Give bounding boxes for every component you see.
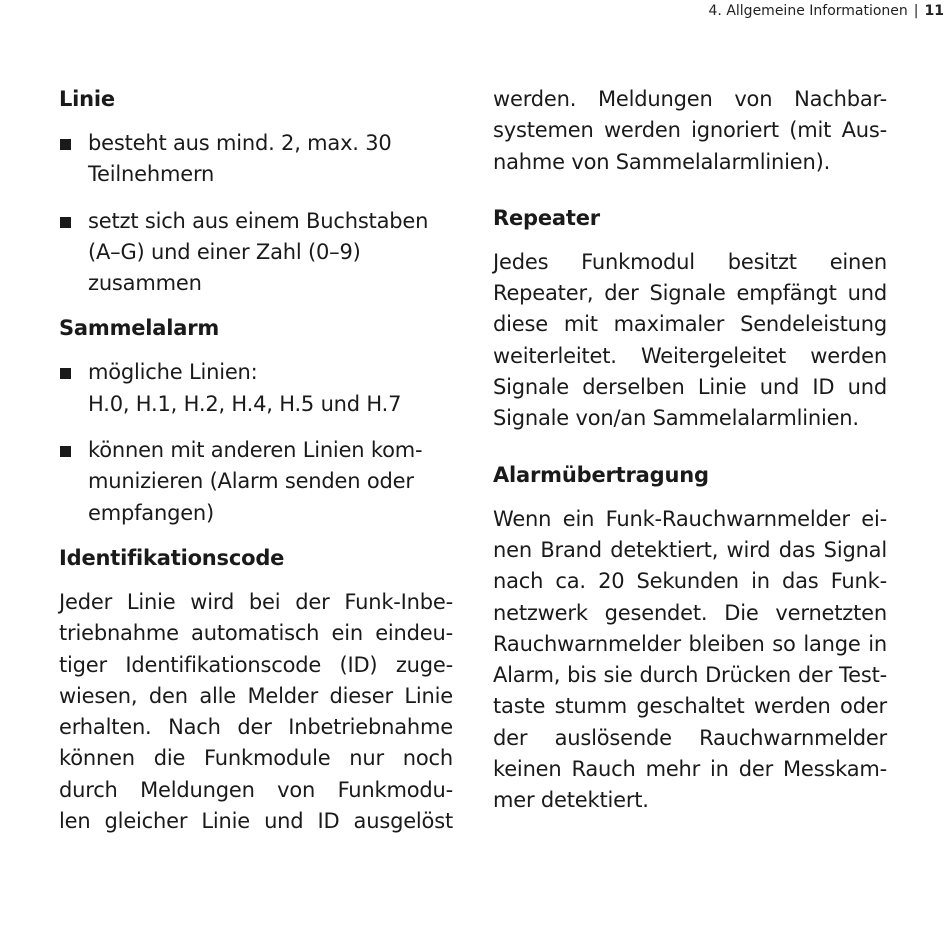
list-item-line: besteht aus mind. 2, max. 30: [88, 131, 392, 155]
list-item-line: zusammen: [88, 271, 202, 296]
text-line: erhalten. Nach der Inbetriebnahme: [59, 715, 453, 740]
list-item: [59, 128, 453, 191]
text-line: Repeater, der Signale empfängt und: [493, 281, 887, 306]
section-linie: [59, 85, 453, 299]
left-column: [59, 85, 453, 853]
text-line: len gleicher Linie und ID ausgelöst: [59, 809, 453, 834]
list-item-line: können mit anderen Linien kom-: [88, 438, 423, 463]
heading-sammelalarm: Sammelalarm: [59, 316, 220, 341]
text-line: keinen Rauch mehr in der Messkam-: [493, 757, 887, 782]
list-item: [59, 357, 453, 420]
text-line: diese mit maximaler Sendeleistung: [493, 312, 887, 337]
list-item-line: mögliche Linien:: [88, 360, 258, 385]
text-line: Jedes Funkmodul besitzt einen: [493, 249, 887, 274]
right-column: [493, 85, 887, 833]
text-line: Signale derselben Linie und ID und: [493, 375, 887, 400]
paragraph-repeater: [493, 247, 887, 435]
text-line: durch Meldungen von Funkmodu-: [59, 777, 453, 802]
text-line: netzwerk gesendet. Die vernetzten: [493, 600, 887, 625]
heading-alarmuebertragung: Alarmübertragung: [493, 462, 709, 487]
text-line: nach ca. 20 Sekunden in das Funk-: [493, 569, 887, 594]
chapter-title: 4. Allgemeine Informationen: [708, 3, 908, 19]
text-line: Signale von/an Sammelalarmlinien.: [493, 406, 859, 431]
list-item-line: (A–G) und einer Zahl (0–9): [88, 239, 361, 264]
text-line: Wenn ein Funk-Rauchwarnmelder ei-: [493, 506, 887, 531]
list-item-line: munizieren (Alarm senden oder: [88, 469, 414, 494]
text-line: Rauchwarnmelder bleiben so lange in: [493, 631, 887, 656]
list-item: [59, 435, 453, 529]
text-line: taste stumm geschaltet werden oder: [493, 694, 887, 719]
list-sammelalarm: [59, 357, 453, 528]
list-item-line: setzt sich aus einem Buchstaben: [88, 208, 429, 233]
text-line: Alarm, bis sie durch Drücken der Test-: [493, 663, 887, 688]
paragraph-continuation: [493, 84, 887, 178]
list-item-line: H.0, H.1, H.2, H.4, H.5 und H.7: [88, 391, 402, 416]
list-item-line: Teilnehmern: [88, 162, 215, 187]
text-line: mer detektiert.: [493, 788, 649, 813]
text-line: tiger Identifikationscode (ID) zuge-: [59, 652, 453, 677]
text-line: systemen werden ignoriert (mit Aus-: [493, 118, 887, 143]
list-item: [59, 206, 453, 300]
text-line: Jeder Linie wird bei der Funk-Inbe-: [59, 589, 453, 614]
list-linie: [59, 128, 453, 299]
text-line: nahme von Sammelalarmlinien).: [493, 149, 831, 174]
text-line: der auslösende Rauchwarnmelder: [493, 725, 887, 750]
page-number: 11: [924, 3, 944, 19]
section-continuation: [493, 84, 887, 178]
section-alarmuebertragung: [493, 461, 887, 817]
text-line: können die Funkmodule nur noch: [59, 746, 453, 771]
paragraph-alarmuebertragung: [493, 504, 887, 817]
heading-repeater: Repeater: [493, 205, 600, 230]
paragraph-identifikationscode: [59, 587, 453, 837]
section-sammelalarm: [59, 314, 453, 528]
section-repeater: [493, 204, 887, 435]
heading-identifikationscode: Identifikationscode: [59, 545, 285, 570]
text-line: nen Brand detektiert, wird das Signal: [493, 537, 887, 562]
text-line: weiterleitet. Weitergeleitet werden: [493, 343, 887, 368]
text-line: werden. Meldungen von Nachbar-: [493, 87, 887, 111]
heading-linie: Linie: [59, 87, 115, 111]
section-identifikationscode: [59, 544, 453, 837]
list-item-line: empfangen): [88, 500, 215, 525]
text-line: wiesen, den alle Melder dieser Linie: [59, 683, 453, 708]
text-line: triebnahme automatisch ein eindeu-: [59, 621, 453, 646]
running-header: [709, 2, 944, 20]
header-separator: |: [913, 3, 919, 19]
